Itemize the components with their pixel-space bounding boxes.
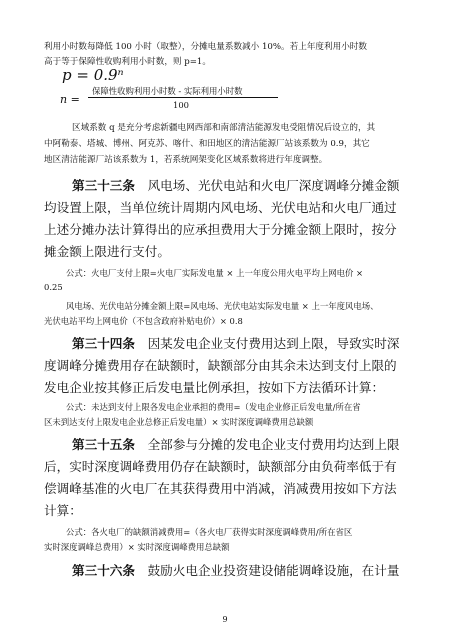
article-34-first-line xyxy=(72,333,399,352)
article-33-first-line xyxy=(72,175,399,194)
formula-line: 公式：未达到支付上限各发电企业承担的费用=（发电企业修正后发电量/所在省 xyxy=(66,402,361,412)
text-line: 计算： xyxy=(44,503,82,518)
text-line: 均设置上限，当单位统计周期内风电场、光伏电站和火电厂通过 xyxy=(44,200,397,215)
page-number: 9 xyxy=(222,615,228,624)
formula-line: 0.25 xyxy=(44,282,63,292)
text-line: 地区清洁能源厂站该系数为 1，若系统网架变化区域系数将进行年度调整。 xyxy=(44,155,328,165)
formula-line: 公式：火电厂支付上限=火电厂实际发电量 × 上一年度公用火电平均上网电价 × xyxy=(66,268,364,278)
article-35-first-line xyxy=(72,434,399,453)
text-line: 利用小时数每降低 100 小时（取整），分摊电量系数减小 10%。若上年度利用小时数 xyxy=(44,42,367,52)
article-36-first-line xyxy=(72,560,399,579)
formula-line: 公式：各火电厂的缺额消减费用=（各火电厂获得实时深度调峰费用/所在省区 xyxy=(66,527,353,537)
article-35-label: 第三十五条 xyxy=(72,437,135,452)
formula-n-denominator: 100 xyxy=(173,100,189,110)
formula-n-variable: n = xyxy=(60,93,80,106)
formula-line: 实时深度调峰总费用）× 实时深度调峰费用总缺额 xyxy=(44,542,230,552)
article-35-text: 全部参与分摊的发电企业支付费用均达到上限 xyxy=(147,437,400,452)
formula-p: p = 0.9ⁿ xyxy=(62,66,124,84)
text-line: 发电企业按其修正后发电量比例承担，按如下方法循环计算： xyxy=(44,380,385,395)
text-line: 偿调峰基准的火电厂在其获得费用中消减，消减费用按如下方法 xyxy=(44,481,397,496)
article-34-text: 因某发电企业支付费用达到上限，导致实时深 xyxy=(147,336,400,351)
formula-line: 光伏电站平均上网电价（不包含政府补贴电价）× 0.8 xyxy=(44,316,243,326)
article-34-label: 第三十四条 xyxy=(72,336,135,351)
article-36-text: 鼓励火电企业投资建设储能调峰设施，在计量 xyxy=(147,563,400,578)
text-line: 区域系数 q 是充分考虑新疆电网西部和南部清洁能源发电受阻情况后设立的，其 xyxy=(72,123,376,133)
formula-n-numerator: 保障性收购利用小时数 - 实际利用小时数 xyxy=(92,86,243,96)
article-33-text: 风电场、光伏电站和火电厂深度调峰分摊金额 xyxy=(147,178,400,193)
formula-line: 区未到达支付上限发电企业总修正后发电量）× 实时深度调峰费用总缺额 xyxy=(44,417,314,427)
text-line: 上述分摊办法计算得出的应承担费用大于分摊金额上限时，按分 xyxy=(44,222,397,237)
text-line: 高于等于保障性收购利用小时数，则 p=1。 xyxy=(44,57,211,67)
article-33-label: 第三十三条 xyxy=(72,178,135,193)
text-line: 摊金额上限进行支付。 xyxy=(44,244,170,259)
fraction-bar xyxy=(88,97,278,98)
article-36-label: 第三十六条 xyxy=(72,563,135,578)
text-line: 中阿勒泰、塔城、博州、阿克苏、喀什、和田地区的清洁能源厂站该系数为 0.9，其它 xyxy=(44,139,370,149)
text-line: 度调峰分摊费用存在缺额时，缺额部分由其余未达到支付上限的 xyxy=(44,358,397,373)
text-line: 后，实时深度调峰费用仍存在缺额时，缺额部分由负荷率低于有 xyxy=(44,459,397,474)
formula-line: 风电场、光伏电站分摊金额上限=风电场、光伏电站实际发电量 × 上一年度风电场、 xyxy=(66,301,379,311)
